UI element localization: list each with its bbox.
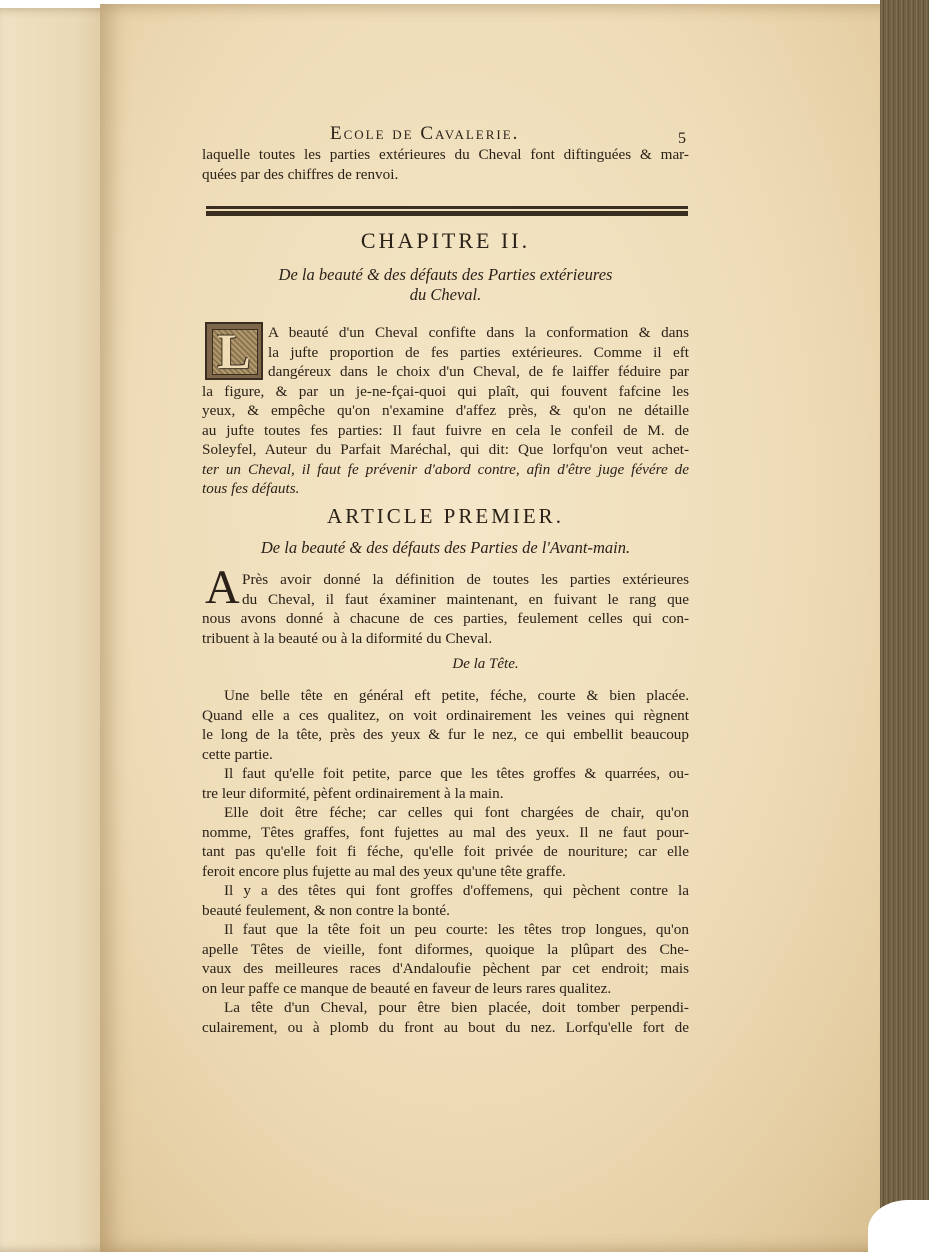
text-line: culairement, ou à plomb du front au bout du nez. Lorfqu'elle fort de xyxy=(202,1018,689,1036)
text-line: Quand elle a ces qualitez, on voit ordinairement les veines qui règnent xyxy=(202,706,689,724)
text-line: quées par des chiffres de renvoi. xyxy=(202,165,399,183)
text-line: laquelle toutes les parties extérieures du Cheval font diftinguées & mar- xyxy=(202,146,689,163)
text-line: A beauté d'un Cheval confifte dans la conformation & dans xyxy=(268,324,689,341)
text-line: tous fes défauts. xyxy=(202,480,300,497)
text-line: Il faut qu'elle foit petite, parce que les têtes groffes & quarrées, ou- xyxy=(224,765,689,782)
text-line: le long de la tête, près des yeux & fur le nez, ce qui embellit beaucoup xyxy=(202,726,689,743)
section-title: De la Tête. xyxy=(452,656,519,672)
text-line: yeux, & empêche qu'on n'examine d'affez près, & qu'on ne détaille xyxy=(202,402,689,419)
text-line: Une belle tête en général eft petite, féche, courte & bien placée. xyxy=(224,687,689,704)
text-line: ter un Cheval, il faut fe prévenir d'abord contre, afin d'être juge févére de xyxy=(202,460,689,478)
text-line: Près avoir donné la définition de toutes les parties extérieures xyxy=(242,571,689,588)
text-line: tre leur diformité, pèfent ordinairement à la main. xyxy=(202,784,504,802)
text-line: La tête d'un Cheval, pour être bien placée, doit tomber perpendi- xyxy=(224,999,689,1016)
page-number: 5 xyxy=(678,130,686,147)
text-line: apelle Têtes de vieille, font diformes, quoique la plûpart des Che- xyxy=(202,940,689,958)
article-paragraph xyxy=(202,570,689,648)
text-line: au jufte toutes fes parties: Il faut fuivre en cela le confeil de M. de xyxy=(202,421,689,439)
text-line: vaux des meilleures races d'Andaloufie pèchent par cet endroit; mais xyxy=(202,960,689,977)
page-edge xyxy=(880,0,929,1252)
text-line: du Cheval, il faut éxaminer maintenant, en fuivant le rang que xyxy=(242,590,689,608)
intro-text xyxy=(202,145,689,184)
article-title: ARTICLE PREMIER. xyxy=(327,504,564,528)
text-line: Il y a des têtes qui font groffes d'offemens, qui pèchent contre la xyxy=(224,882,689,899)
running-head: Ecole de Cavalerie. xyxy=(330,123,520,144)
dropcap-letter: A xyxy=(205,561,240,614)
text-line: la jufte proportion de fes parties extérieures. Comme il eft xyxy=(268,343,689,361)
ornamental-rule-thick xyxy=(206,211,688,216)
text-line: Il faut que la tête foit un peu courte: les têtes trop longues, qu'on xyxy=(224,921,689,938)
text-line: Soleyfel, Auteur du Parfait Maréchal, qui dit: Que lorfqu'on veut achet- xyxy=(202,441,689,458)
chapter-subtitle-line2: du Cheval. xyxy=(409,285,482,304)
text-line: Elle doit être féche; car celles qui font chargées de chair, qu'on xyxy=(224,804,689,821)
chapter-paragraph xyxy=(202,323,689,499)
text-line: tant pas qu'elle foit fi féche, qu'elle foit privée de nouriture; car elle xyxy=(202,843,689,860)
article-subtitle: De la beauté & des défauts des Parties de l'Avant-main. xyxy=(260,538,631,557)
ornamental-rule-thin xyxy=(206,206,688,209)
chapter-title: CHAPITRE II. xyxy=(360,228,531,253)
text-line: tribuent à la beauté ou à la diformité du Cheval. xyxy=(202,629,493,647)
section-body xyxy=(202,686,689,1037)
text-line: beauté feulement, & non contre la bonté. xyxy=(202,901,450,919)
text-line: feroit encore plus fujette au mal des yeux qu'une tête graffe. xyxy=(202,862,566,880)
text-line: nomme, Têtes graffes, font fujettes au mal des yeux. Il ne faut pour- xyxy=(202,823,689,841)
text-line: nous avons donné à chacune de ces parties, feulement celles qui con- xyxy=(202,610,689,627)
chapter-subtitle-line1: De la beauté & des défauts des Parties extérieures xyxy=(278,265,613,284)
text-line: dangéreux dans le choix d'un Cheval, de fe laiffer féduire par xyxy=(268,363,689,380)
dropcap-letter: L xyxy=(217,323,251,379)
text-line: on leur paffe ce manque de beauté en faveur de leurs rares qualitez. xyxy=(202,979,612,997)
text-line: cette partie. xyxy=(202,745,273,763)
text-line: la figure, & par un je-ne-fçai-quoi qui plaît, qui fouvent fafcine les xyxy=(202,382,689,400)
